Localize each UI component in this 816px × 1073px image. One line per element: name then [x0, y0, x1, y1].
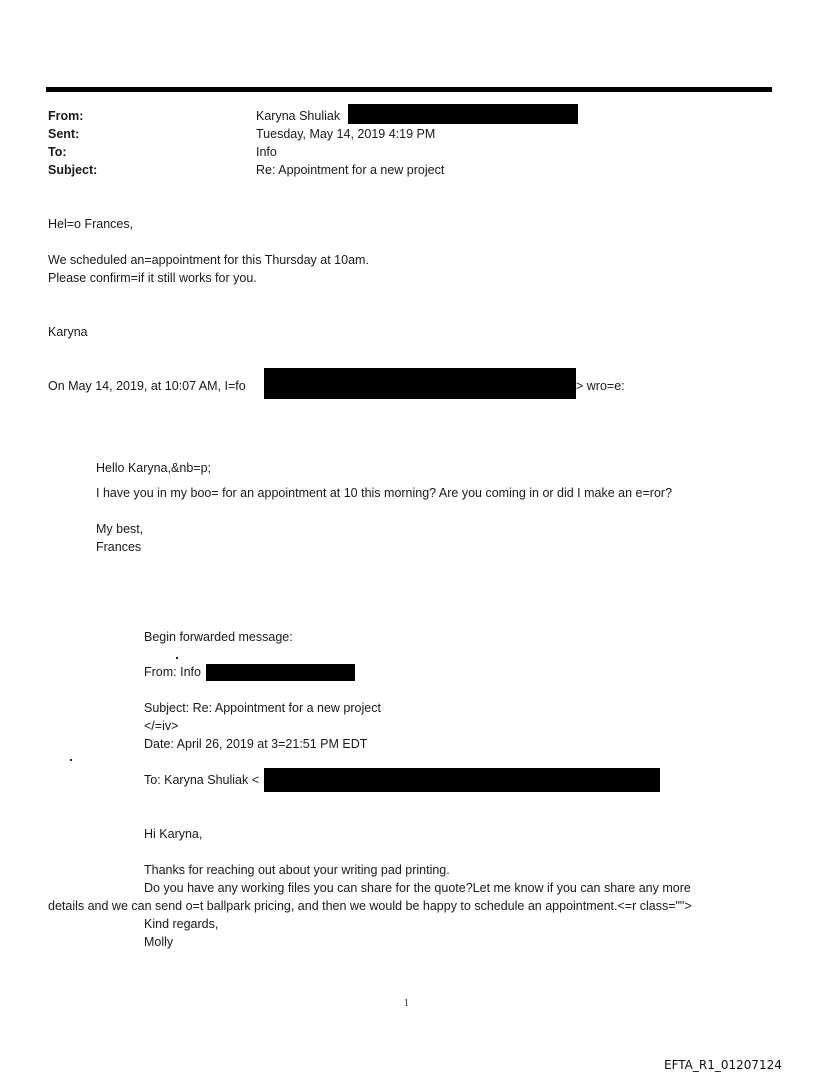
- forwarded-line: details and we can send o=t ballpark pricing, and then we would be happy to schedule an appointment.<=r class="">: [48, 899, 692, 913]
- reply-greeting: Hel=o Frances,: [48, 217, 134, 231]
- to-label: To:: [48, 145, 67, 159]
- forwarded-header: Begin forwarded message:: [144, 630, 293, 644]
- forwarded-closing: Kind regards,: [144, 917, 219, 931]
- quoted-body: I have you in my boo= for an appointment at 10 this morning? Are you coming in or did I make an e=ror?: [96, 486, 673, 500]
- to-value: Info: [256, 145, 277, 159]
- page-number: 1: [404, 998, 409, 1009]
- quoted-signature: Frances: [96, 540, 142, 554]
- stray-mark: [176, 657, 178, 659]
- document-id: EFTA_R1_01207124: [664, 1058, 782, 1072]
- quoted-greeting: Hello Karyna,&nb=p;: [96, 461, 212, 475]
- forwarded-greeting: Hi Karyna,: [144, 827, 203, 841]
- redaction-box: [206, 664, 355, 681]
- reply-line: We scheduled an=appointment for this Thursday at 10am.: [48, 253, 369, 267]
- stray-mark: [70, 759, 72, 761]
- redaction-box: [264, 768, 660, 792]
- reply-line: Please confirm=if it still works for you.: [48, 271, 257, 285]
- quoted-closing: My best,: [96, 522, 144, 536]
- from-label: From:: [48, 109, 84, 123]
- reply-signoff: Karyna: [48, 325, 88, 339]
- forwarded-from: From: Info: [144, 665, 201, 679]
- redaction-box: [264, 368, 576, 399]
- sent-value: Tuesday, May 14, 2019 4:19 PM: [256, 127, 436, 141]
- quote-intro-suffix: > wro=e:: [576, 379, 625, 393]
- forwarded-signature: Molly: [144, 935, 174, 949]
- from-value: Karyna Shuliak: [256, 109, 341, 123]
- redaction-box: [348, 104, 578, 124]
- forwarded-date: Date: April 26, 2019 at 3=21:51 PM EDT: [144, 737, 368, 751]
- forwarded-line: Do you have any working files you can share for the quote?Let me know if you can share any more: [144, 881, 691, 895]
- quote-intro: On May 14, 2019, at 10:07 AM, I=fo: [48, 379, 246, 393]
- header-divider: [46, 87, 772, 92]
- forwarded-div-close: </=iv>: [144, 719, 179, 733]
- sent-label: Sent:: [48, 127, 80, 141]
- forwarded-line: Thanks for reaching out about your writing pad printing.: [144, 863, 450, 877]
- forwarded-to: To: Karyna Shuliak <: [144, 773, 259, 787]
- forwarded-subject: Subject: Re: Appointment for a new project: [144, 701, 381, 715]
- subject-value: Re: Appointment for a new project: [256, 163, 445, 177]
- subject-label: Subject:: [48, 163, 98, 177]
